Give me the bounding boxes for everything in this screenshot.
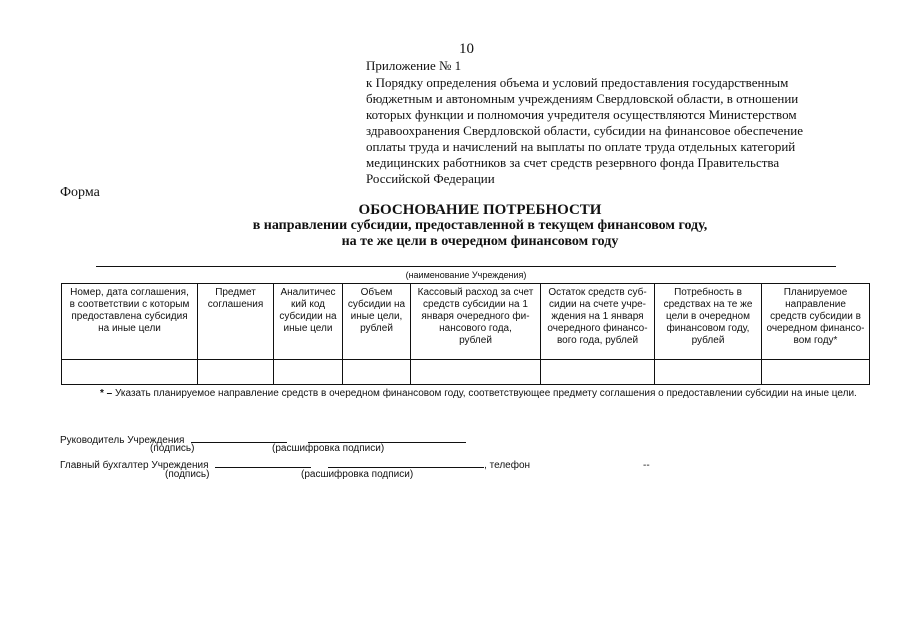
form-table <box>61 283 870 385</box>
footnote-text: Указать планируемое направление средств в очередном финансовом году, соответствующее предмету соглашения о предоставлении субсидии на иные цели. <box>115 388 857 399</box>
appendix-line: медицинских работников за счет средств резервного фонда Правительства <box>366 155 780 170</box>
appendix-block <box>366 58 866 187</box>
head-signature-field[interactable] <box>191 431 287 443</box>
column-header-analytic-code: Аналитичес кий код субсидии на иные цели <box>274 284 343 360</box>
accountant-decoding-caption: (расшифровка подписи) <box>301 469 414 480</box>
appendix-line: здравоохранения Свердловской области, субсидии на финансовое обеспечение <box>366 123 804 138</box>
table-cell[interactable] <box>655 360 762 385</box>
head-signature-row <box>60 431 466 446</box>
phone-label: , телефон <box>484 460 531 471</box>
head-signature-decoding-field[interactable] <box>308 431 466 443</box>
organization-name-caption: (наименование Учреждения) <box>405 270 527 280</box>
appendix-line: к Порядку определения объема и условий предоставления государственным <box>366 75 789 90</box>
accountant-signature-decoding-field[interactable] <box>328 456 484 468</box>
column-header-subsidy-volume: Объем субсидии на иные цели, рублей <box>343 284 411 360</box>
form-label: Форма <box>60 185 100 200</box>
organization-name-field[interactable] <box>96 266 836 267</box>
column-header-planned-direction: Планируемое направление средств субсидии в очередном финансо- вом году* <box>762 284 870 360</box>
table-cell[interactable] <box>411 360 541 385</box>
table-row <box>62 360 870 385</box>
head-label: Руководитель Учреждения <box>60 435 185 446</box>
document-title-line-1: ОБОСНОВАНИЕ ПОТРЕБНОСТИ <box>358 202 602 218</box>
column-header-funding-need: Потребность в средствах на те же цели в очередном финансовом году, рублей <box>655 284 762 360</box>
document-title <box>100 202 860 250</box>
column-header-agreement-subject: Предмет соглашения <box>198 284 274 360</box>
table-header-row <box>62 284 870 360</box>
trailing-mark: -- <box>643 460 650 471</box>
page-number: 10 <box>459 41 474 57</box>
footnote <box>60 387 875 400</box>
accountant-signature-row <box>60 456 530 471</box>
table-cell[interactable] <box>274 360 343 385</box>
column-header-cash-expense: Кассовый расход за счет средств субсидии на 1 января очередного фи- нансового года, рублей <box>411 284 541 360</box>
chief-accountant-label: Главный бухгалтер Учреждения <box>60 460 209 471</box>
column-header-subsidy-balance: Остаток средств суб- сидии на счете учре- ждения на 1 января очередного финансо- вого года, рублей <box>541 284 655 360</box>
document-title-line-3: на те же цели в очередном финансовом году <box>341 234 619 249</box>
accountant-signature-field[interactable] <box>215 456 311 468</box>
accountant-signature-caption: (подпись) <box>165 469 210 480</box>
table-cell[interactable] <box>198 360 274 385</box>
appendix-line: Российской Федерации <box>366 171 495 186</box>
footnote-marker: * – <box>100 388 113 399</box>
appendix-line: бюджетным и автономным учреждениям Свердловской области, в отношении <box>366 91 799 106</box>
column-header-agreement-number: Номер, дата соглашения, в соответствии с которым предоставлена субсидия на иные цели <box>62 284 198 360</box>
appendix-line: оплаты труда и начислений на выплаты по оплате труда отдельных категорий <box>366 139 796 154</box>
table-cell[interactable] <box>762 360 870 385</box>
appendix-line: которых функции и полномочия учредителя осуществляются Министерством <box>366 107 797 122</box>
head-signature-caption: (подпись) <box>150 443 195 454</box>
appendix-title: Приложение № 1 <box>366 58 462 73</box>
table-cell[interactable] <box>62 360 198 385</box>
head-decoding-caption: (расшифровка подписи) <box>272 443 385 454</box>
document-title-line-2: в направлении субсидии, предоставленной в текущем финансовом году, <box>252 218 708 233</box>
table-cell[interactable] <box>343 360 411 385</box>
table-cell[interactable] <box>541 360 655 385</box>
